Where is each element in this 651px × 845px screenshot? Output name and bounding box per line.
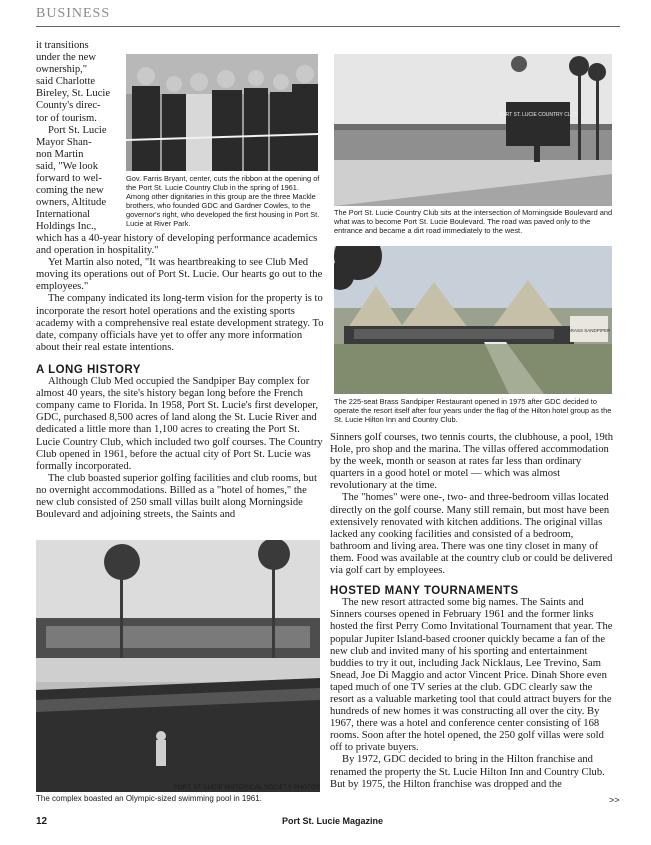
page-number: 12 xyxy=(36,816,48,827)
narrow-line: said, "We look xyxy=(36,160,99,172)
brass-sandpiper-photo xyxy=(334,246,612,394)
header-rule xyxy=(36,26,620,27)
brass-sandpiper-illustration xyxy=(334,246,612,394)
narrow-line: ownership," xyxy=(36,64,88,76)
article-intro-narrow xyxy=(36,40,126,234)
paragraph-sinners: Sinners golf courses, two tennis courts, the clubhouse, a pool, 19th Hole, pro shop and the marina. The villas offered accommodation by the week, month or season at rates far less than ordinary quarters in a good hotel or motel — which was almost revolutionary at the time. xyxy=(330,432,614,492)
narrow-line: Mayor Shan- xyxy=(36,136,92,148)
country-club-sign-photo xyxy=(334,54,612,206)
restaurant-sign-text: BRASS SANDPIPER xyxy=(567,328,611,333)
paragraph-yet: Yet Martin also noted, "It was heartbreaking to see Club Med moving its operations out of Port St. Lucie. Our hearts go out to the employees." xyxy=(36,257,323,293)
narrow-line: owners, Altitude xyxy=(36,197,107,209)
paragraph-although: Although Club Med occupied the Sandpiper Bay complex for almost 40 years, the site's history began long before the French company came to Florida. In 1958, Port St. Lucie's first developer, GDC, purchased 8,500 acres of land along the St. Lucie River and dedicated a little more than 1,100 acres to creating the Port St. Lucie Country Club, which included two golf courses. The Country Club opened in 1961, before the actual city of Port St. Lucie was formally incorporated. xyxy=(36,376,323,472)
narrow-line: under the new xyxy=(36,52,97,64)
narrow-line: Bireley, St. Lucie xyxy=(36,88,111,100)
article-left-column xyxy=(36,233,324,521)
paragraph-club: The club boasted superior golfing facilities and club rooms, but no overnight accommodations. Billed as a "hotel of homes," the new club consisted of 250 small villas built along Morningside Boulevard and adjoining streets, the Saints and xyxy=(36,472,317,521)
photo-credit: PORT ST. LUCIE HISTORICAL SOCIETY PHOTOS xyxy=(173,785,320,791)
swimming-pool-illustration xyxy=(36,540,320,792)
paragraph-1972: By 1972, GDC decided to bring in the Hilton franchise and renamed the property the St. Lucie Hilton Inn and Country Club. But by 1975, the Hilton franchise was dropped and the xyxy=(330,754,605,790)
sign-caption: The Port St. Lucie Country Club sits at the intersection of Morningside Boulevard and what was to become Port St. Lucie Boulevard. The road was paved only to the entrance and became a dirt road immediately to the west. xyxy=(334,208,613,235)
heading-hosted-tournaments: HOSTED MANY TOURNAMENTS xyxy=(330,585,519,598)
paragraph-new-resort: The new resort attracted some big names. The Saints and Sinners courses opened in February 1961 and the former links hosted the first Perry Como Invitational Tournament that year. The popular Jupiter Island-based crooner quickly became a fan of the new club and invited many of his sporting and entertainment buddies to try it out, including Jack Nicklaus, Lee Trevino, Sam Snead, Joe Di Maggio and actor Vincent Price. Dinah Shore even taped much of one TV series at the club. GDC clearly saw the resort as a valuable marketing tool that could attract buyers for the hundreds of new homes it was constructing all over the city. By 1967, there was a hotel and conference center consisting of 168 rooms. Soon after the hotel opened, the 250 golf villas were sold off to private buyers. xyxy=(330,597,613,754)
narrow-line: non Martin xyxy=(36,148,84,160)
narrow-line: said Charlotte xyxy=(36,76,96,88)
article-right-column xyxy=(330,432,614,791)
pool-caption: The complex boasted an Olympic-sized swimming pool in 1961. xyxy=(36,794,262,803)
narrow-line: Holdings Inc., xyxy=(36,221,97,233)
restaurant-caption: The 225-seat Brass Sandpiper Restaurant opened in 1975 after GDC decided to operate the resort itself after four years under the flag of the Hilton hotel group as the St. Lucie Hilton Inn and Country Club. xyxy=(334,397,612,424)
swimming-pool-photo xyxy=(36,540,320,792)
paragraph-company: The company indicated its long-term vision for the property is to incorporate the resort hotel operations and the existing sports academy with a comprehensive real estate development strategy. To date, company officials have yet to offer any more information about their real estate intentions. xyxy=(36,293,324,353)
section-label: BUSINESS xyxy=(36,6,111,21)
narrow-line: County's direc- xyxy=(36,100,101,112)
magazine-name: Port St. Lucie Magazine xyxy=(282,816,384,826)
paragraph-intro-continued: which has a 40-year history of developing performance academics and operation in hospitality." xyxy=(36,233,318,257)
narrow-line: it transitions xyxy=(36,40,89,51)
ribbon-caption: Gov. Farris Bryant, center, cuts the ribbon at the opening of the Port St. Lucie Country Club in the spring of 1961. Among other dignitaries in this group are the three Mackle brothers, who founded GDC and Gardner Cowles, to the governor's right, who developed the first housing in Port St. Lucie at River Park. xyxy=(126,174,320,228)
heading-long-history: A LONG HISTORY xyxy=(36,363,141,376)
paragraph-homes: The "homes" were one-, two- and three-bedroom villas located directly on the golf course. Many still remain, but most have been extensively renovated with kitchen additions. The original villas lacked any cooking facilities and consisted of a bedroom, bathroom and living area. There was one tiny closet in many of them. Food was available at the country club or could be delivered via golf cart by employees. xyxy=(330,492,613,577)
ribbon-cutting-photo xyxy=(126,54,318,171)
narrow-line: forward to wel- xyxy=(36,173,102,185)
narrow-line: tor of tourism. xyxy=(36,112,97,124)
continued-marker: >> xyxy=(609,795,620,805)
country-club-sign-illustration xyxy=(334,54,612,206)
narrow-line: International xyxy=(36,209,91,221)
sign-text: PORT ST. LUCIE COUNTRY CLUB xyxy=(498,112,578,118)
narrow-line: Port St. Lucie xyxy=(48,124,107,136)
narrow-line: coming the new xyxy=(36,185,104,197)
ribbon-cutting-illustration xyxy=(126,54,318,171)
